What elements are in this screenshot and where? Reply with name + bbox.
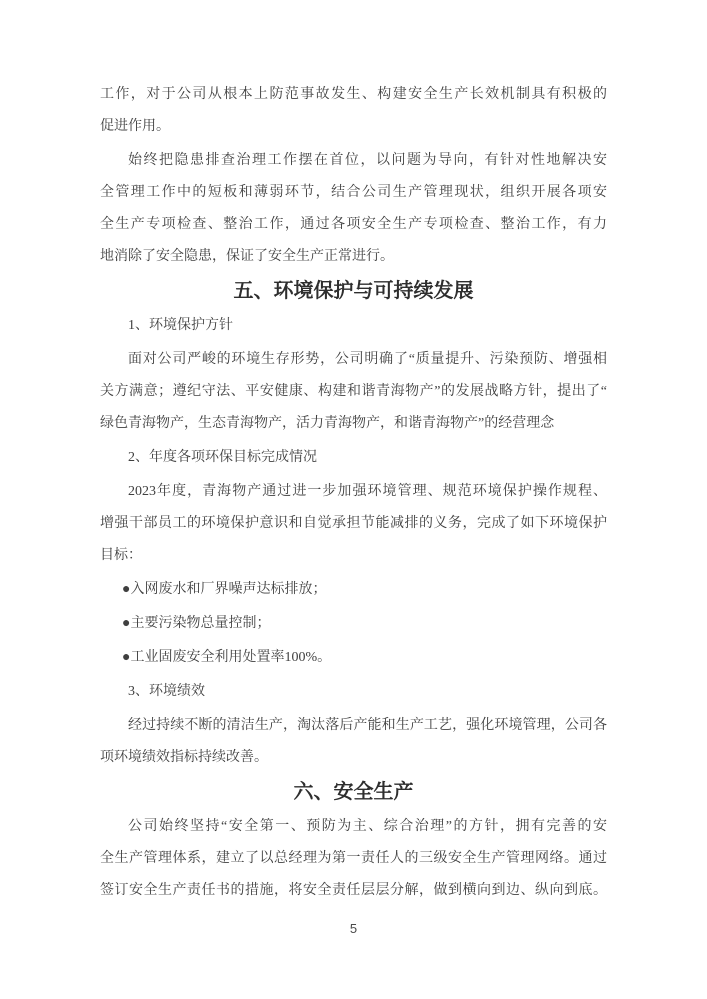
section-heading-environment: 五、环境保护与可持续发展	[233, 280, 474, 302]
text-line: 经过持续不断的清洁生产，淘汰落后产能和生产工艺，强化环境管理，公司各	[128, 718, 607, 733]
paragraph-last-line: 绿色青海物产，生态青海物产，活力青海物产，和谐青海物产”的经营理念	[100, 416, 555, 431]
text-line: 始终把隐患排查治理工作摆在首位，以问题为导向，有针对性地解决安	[128, 153, 607, 168]
paragraph	[100, 811, 607, 907]
paragraph	[100, 145, 607, 273]
text-line: 全管理工作中的短板和薄弱环节，结合公司生产管理现状，组织开展各项安	[100, 185, 607, 200]
text-line: 增强干部员工的环境保护意识和自觉承担节能减排的义务，完成了如下环境保护	[100, 516, 607, 531]
sub-heading: 1、环境保护方针	[128, 318, 233, 333]
list-item: ●工业固废安全利用处置率100%。	[122, 650, 332, 665]
paragraph-last-line: 项环境绩效指标持续改善。	[100, 750, 268, 765]
paragraph	[100, 79, 607, 143]
text-line: 全生产管理体系，建立了以总经理为第一责任人的三级安全生产管理网络。通过	[100, 851, 607, 866]
page-content	[100, 79, 607, 909]
text-line: 关方满意；遵纪守法、平安健康、构建和谐青海物产”的发展战略方针，提出了“	[100, 384, 607, 399]
text-line: 签订安全生产责任书的措施，将安全责任层层分解，做到横向到边、纵向到底。	[100, 883, 607, 898]
text-line: 公司始终坚持“安全第一、预防为主、综合治理”的方针，拥有完善的安	[128, 819, 607, 834]
text-line: 面对公司严峻的环境生存形势，公司明确了“质量提升、污染预防、增强相	[128, 352, 607, 367]
paragraph-last-line: 目标：	[100, 548, 142, 563]
sub-heading: 2、年度各项环保目标完成情况	[128, 450, 317, 465]
paragraph-last-line: 促进作用。	[100, 119, 170, 134]
sub-heading: 3、环境绩效	[128, 684, 205, 699]
paragraph	[100, 344, 607, 440]
text-line: 2023年度，青海物产通过进一步加强环境管理、规范环境保护操作规程、	[128, 484, 607, 499]
list-item: ●入网废水和厂界噪声达标排放；	[122, 582, 327, 597]
paragraph-last-line: 地消除了安全隐患，保证了安全生产正常进行。	[100, 249, 394, 264]
list-item: ●主要污染物总量控制；	[122, 616, 271, 631]
page-number: 5	[349, 921, 358, 936]
paragraph	[100, 476, 607, 572]
section-heading-safety: 六、安全生产	[293, 781, 414, 803]
text-line: 全生产专项检查、整治工作，通过各项安全生产专项检查、整治工作，有力	[100, 217, 607, 232]
paragraph	[100, 710, 607, 774]
text-line: 工作，对于公司从根本上防范事故发生、构建安全生产长效机制具有积极的	[100, 87, 607, 102]
